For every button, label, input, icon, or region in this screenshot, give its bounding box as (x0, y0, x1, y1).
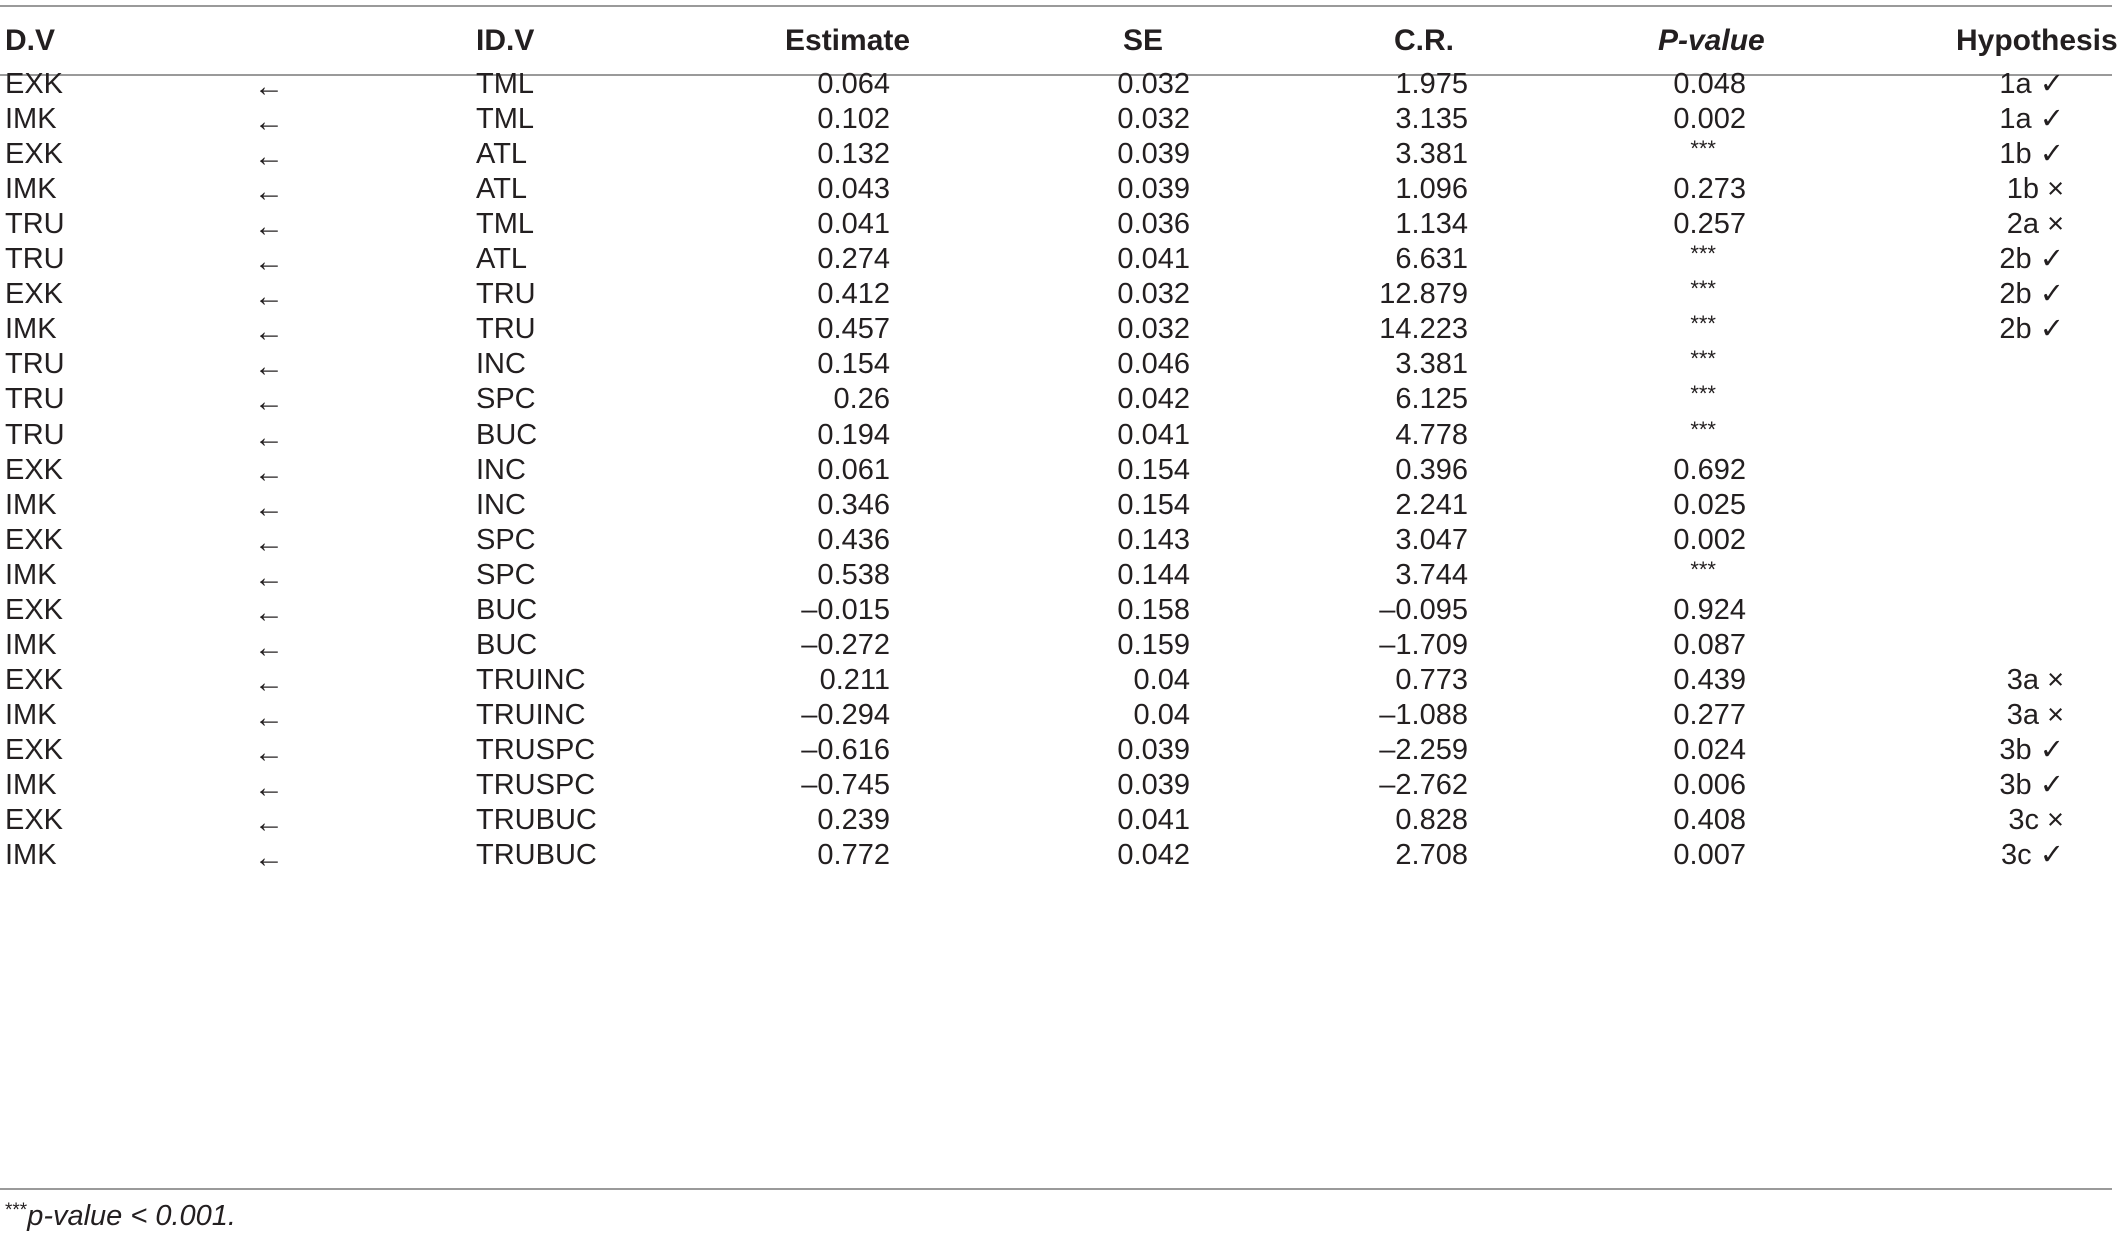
arrow-icon: ← (254, 526, 284, 559)
cell-se: 0.158 (1117, 594, 1190, 626)
cell-idv: TML (476, 208, 534, 240)
cell-idv: TRUINC (476, 699, 586, 731)
cell-idv: ATL (476, 243, 528, 275)
cell-se: 0.041 (1117, 419, 1190, 451)
cell-pvalue: 0.692 (1673, 454, 1746, 486)
cell-hypothesis: 2b ✓ (1999, 243, 2064, 275)
cell-dv: TRU (5, 243, 65, 275)
cell-se: 0.042 (1117, 839, 1190, 871)
cell-dv: IMK (5, 699, 57, 731)
cell-dv: IMK (5, 313, 57, 345)
cell-estimate: 0.457 (817, 313, 890, 345)
cell-idv: INC (476, 348, 526, 380)
cell-se: 0.143 (1117, 524, 1190, 556)
header-rule (0, 74, 2112, 76)
arrow-icon: ← (254, 245, 284, 278)
cell-pvalue: 0.273 (1673, 173, 1746, 205)
cell-hypothesis: 1a ✓ (1999, 68, 2064, 100)
cell-estimate: 0.436 (817, 524, 890, 556)
cell-se: 0.032 (1117, 313, 1190, 345)
cell-dv: TRU (5, 348, 65, 380)
cell-hypothesis: 3c ✓ (2001, 839, 2064, 871)
cell-idv: TRUSPC (476, 734, 596, 766)
cell-dv: TRU (5, 208, 65, 240)
cell-dv: IMK (5, 559, 57, 591)
cell-pvalue: *** (1690, 311, 1716, 336)
cell-dv: EXK (5, 138, 64, 170)
cell-cr: 3.381 (1395, 348, 1468, 380)
cell-cr: 2.241 (1395, 489, 1468, 521)
cell-estimate: 0.061 (817, 454, 890, 486)
arrow-icon: ← (254, 350, 284, 383)
arrow-icon: ← (254, 561, 284, 594)
cell-dv: EXK (5, 524, 64, 556)
cell-idv: TRU (476, 313, 536, 345)
cell-idv: BUC (476, 419, 538, 451)
cell-hypothesis: 3b ✓ (1999, 734, 2064, 766)
cell-cr: 3.135 (1395, 103, 1468, 135)
table-top-rule (0, 5, 2112, 7)
cell-pvalue: 0.277 (1673, 699, 1746, 731)
cell-pvalue: 0.007 (1673, 839, 1746, 871)
cell-pvalue: *** (1690, 346, 1716, 371)
cell-cr: 0.773 (1395, 664, 1468, 696)
cell-dv: EXK (5, 664, 64, 696)
header-hypothesis: Hypothesis (1956, 24, 2118, 57)
cell-idv: TRU (476, 278, 536, 310)
cell-cr: 14.223 (1379, 313, 1468, 345)
cell-hypothesis: 3c × (2008, 804, 2064, 836)
cell-idv: SPC (476, 383, 536, 415)
cell-dv: IMK (5, 489, 57, 521)
header-estimate: Estimate (785, 24, 911, 57)
cell-pvalue: 0.924 (1673, 594, 1746, 626)
cell-estimate: 0.064 (817, 68, 890, 100)
arrow-icon: ← (254, 140, 284, 173)
cell-cr: –1.709 (1379, 629, 1468, 661)
header-dv: D.V (5, 24, 56, 57)
cell-se: 0.032 (1117, 278, 1190, 310)
cell-cr: 1.134 (1395, 208, 1468, 240)
cell-estimate: 0.132 (817, 138, 890, 170)
cell-pvalue: *** (1690, 241, 1716, 266)
cell-se: 0.154 (1117, 489, 1190, 521)
arrow-icon: ← (254, 456, 284, 489)
cell-estimate: 0.274 (817, 243, 890, 275)
cell-idv: BUC (476, 594, 538, 626)
cell-idv: ATL (476, 138, 528, 170)
cell-se: 0.144 (1117, 559, 1190, 591)
cell-cr: 3.744 (1395, 559, 1468, 591)
arrow-icon: ← (254, 105, 284, 138)
arrow-icon: ← (254, 210, 284, 243)
cell-se: 0.039 (1117, 734, 1190, 766)
cell-dv: EXK (5, 594, 64, 626)
cell-cr: –2.259 (1379, 734, 1468, 766)
footnote (5, 1200, 236, 1233)
footnote-text: p-value < 0.001. (27, 1200, 236, 1232)
arrow-icon: ← (254, 385, 284, 418)
cell-pvalue: *** (1690, 417, 1716, 442)
cell-dv: IMK (5, 103, 57, 135)
cell-dv: EXK (5, 68, 64, 100)
cell-idv: TML (476, 68, 534, 100)
cell-pvalue: *** (1690, 381, 1716, 406)
header-pvalue: P-value (1658, 24, 1765, 57)
cell-idv: ATL (476, 173, 528, 205)
cell-idv: INC (476, 489, 526, 521)
cell-pvalue: 0.439 (1673, 664, 1746, 696)
cell-estimate: 0.346 (817, 489, 890, 521)
arrow-icon: ← (254, 841, 284, 874)
cell-cr: 6.125 (1395, 383, 1468, 415)
cell-cr: –2.762 (1379, 769, 1468, 801)
header-se: SE (1123, 24, 1164, 57)
cell-estimate: 0.041 (817, 208, 890, 240)
cell-se: 0.04 (1133, 664, 1190, 696)
cell-estimate: 0.211 (819, 664, 890, 696)
cell-se: 0.04 (1133, 699, 1190, 731)
cell-hypothesis: 1a ✓ (1999, 103, 2064, 135)
cell-dv: TRU (5, 419, 65, 451)
cell-cr: 3.047 (1395, 524, 1468, 556)
cell-cr: 4.778 (1395, 419, 1468, 451)
arrow-icon: ← (254, 280, 284, 313)
header-idv: ID.V (476, 24, 535, 57)
arrow-icon: ← (254, 596, 284, 629)
footnote-marker: *** (5, 1200, 28, 1221)
header-cr: C.R. (1394, 24, 1454, 57)
cell-cr: –1.088 (1379, 699, 1468, 731)
cell-estimate: 0.538 (817, 559, 890, 591)
cell-estimate: 0.102 (817, 103, 890, 135)
cell-pvalue: 0.257 (1673, 208, 1746, 240)
cell-idv: TML (476, 103, 534, 135)
arrow-icon: ← (254, 666, 284, 699)
cell-dv: EXK (5, 734, 64, 766)
arrow-icon: ← (254, 631, 284, 664)
cell-pvalue: 0.408 (1673, 804, 1746, 836)
cell-hypothesis: 3a × (2006, 664, 2064, 696)
cell-cr: 0.396 (1395, 454, 1468, 486)
cell-hypothesis: 3a × (2006, 699, 2064, 731)
arrow-icon: ← (254, 491, 284, 524)
cell-pvalue: 0.024 (1673, 734, 1746, 766)
cell-hypothesis: 1b ✓ (1999, 138, 2064, 170)
cell-pvalue: *** (1690, 276, 1716, 301)
cell-cr: 1.096 (1395, 173, 1468, 205)
cell-idv: SPC (476, 524, 536, 556)
cell-dv: EXK (5, 454, 64, 486)
cell-dv: TRU (5, 383, 65, 415)
cell-idv: INC (476, 454, 526, 486)
cell-idv: TRUINC (476, 664, 586, 696)
arrow-icon: ← (254, 736, 284, 769)
cell-estimate: 0.194 (817, 419, 890, 451)
cell-estimate: 0.154 (817, 348, 890, 380)
cell-dv: EXK (5, 804, 64, 836)
cell-pvalue: 0.002 (1673, 103, 1746, 135)
cell-se: 0.032 (1117, 68, 1190, 100)
cell-hypothesis: 2a × (2006, 208, 2064, 240)
cell-estimate: 0.412 (817, 278, 890, 310)
cell-cr: 12.879 (1379, 278, 1468, 310)
cell-cr: 6.631 (1395, 243, 1468, 275)
cell-se: 0.159 (1117, 629, 1190, 661)
arrow-icon: ← (254, 421, 284, 454)
cell-pvalue: 0.025 (1673, 489, 1746, 521)
cell-se: 0.039 (1117, 173, 1190, 205)
cell-cr: 3.381 (1395, 138, 1468, 170)
cell-pvalue: 0.048 (1673, 68, 1746, 100)
cell-idv: SPC (476, 559, 536, 591)
cell-se: 0.154 (1117, 454, 1190, 486)
cell-estimate: –0.745 (801, 769, 890, 801)
cell-estimate: 0.772 (817, 839, 890, 871)
arrow-icon: ← (254, 806, 284, 839)
cell-cr: –0.095 (1379, 594, 1468, 626)
cell-se: 0.039 (1117, 769, 1190, 801)
cell-estimate: 0.26 (833, 383, 890, 415)
cell-cr: 1.975 (1395, 68, 1468, 100)
cell-pvalue: 0.087 (1673, 629, 1746, 661)
arrow-icon: ← (254, 70, 284, 103)
cell-se: 0.046 (1117, 348, 1190, 380)
arrow-icon: ← (254, 701, 284, 734)
cell-dv: IMK (5, 839, 57, 871)
cell-pvalue: *** (1690, 557, 1716, 582)
cell-se: 0.042 (1117, 383, 1190, 415)
cell-pvalue: 0.006 (1673, 769, 1746, 801)
cell-hypothesis: 1b × (2006, 173, 2064, 205)
cell-estimate: –0.272 (801, 629, 890, 661)
cell-dv: IMK (5, 173, 57, 205)
cell-cr: 2.708 (1395, 839, 1468, 871)
arrow-icon: ← (254, 315, 284, 348)
cell-dv: IMK (5, 769, 57, 801)
cell-idv: BUC (476, 629, 538, 661)
cell-idv: TRUBUC (476, 839, 597, 871)
cell-idv: TRUSPC (476, 769, 596, 801)
cell-estimate: –0.015 (801, 594, 890, 626)
cell-dv: EXK (5, 278, 64, 310)
cell-pvalue: 0.002 (1673, 524, 1746, 556)
arrow-icon: ← (254, 771, 284, 804)
cell-estimate: –0.616 (801, 734, 890, 766)
cell-estimate: –0.294 (801, 699, 890, 731)
cell-idv: TRUBUC (476, 804, 597, 836)
cell-se: 0.036 (1117, 208, 1190, 240)
cell-estimate: 0.239 (817, 804, 890, 836)
table-bottom-rule (0, 1188, 2112, 1190)
cell-estimate: 0.043 (817, 173, 890, 205)
cell-se: 0.041 (1117, 804, 1190, 836)
cell-dv: IMK (5, 629, 57, 661)
cell-cr: 0.828 (1395, 804, 1468, 836)
cell-pvalue: *** (1690, 136, 1716, 161)
cell-hypothesis: 3b ✓ (1999, 769, 2064, 801)
cell-se: 0.039 (1117, 138, 1190, 170)
arrow-icon: ← (254, 175, 284, 208)
cell-hypothesis: 2b ✓ (1999, 278, 2064, 310)
cell-se: 0.041 (1117, 243, 1190, 275)
cell-se: 0.032 (1117, 103, 1190, 135)
cell-hypothesis: 2b ✓ (1999, 313, 2064, 345)
